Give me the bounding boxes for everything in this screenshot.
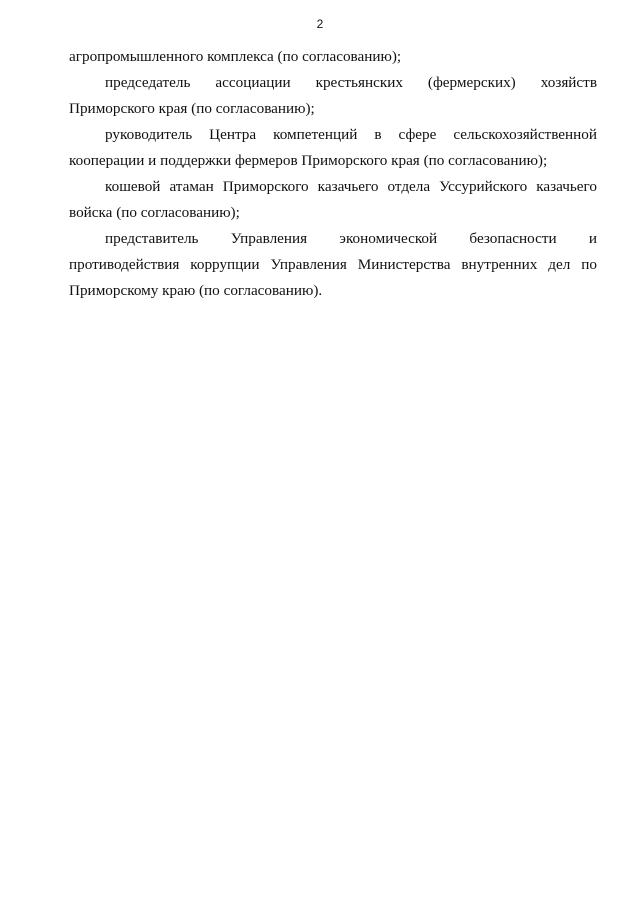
page-number: 2 [316,17,324,31]
list-item: представитель Управления экономической безопасности и противодействия коррупции Управления Министерства внутренних дел по Приморскому краю (по согласованию). [69,230,597,299]
list-item: председатель ассоциации крестьянских (фермерских) хозяйств Приморского края (по согласованию); [69,74,597,117]
list-item: руководитель Центра компетенций в сфере сельскохозяйственной кооперации и поддержки фермеров Приморского края (по согласованию); [69,126,597,169]
list-item: агропромышленного комплекса (по согласованию); [69,48,402,65]
document-body [69,44,597,304]
list-item: кошевой атаман Приморского казачьего отдела Уссурийского казачьего войска (по согласованию); [69,178,597,221]
